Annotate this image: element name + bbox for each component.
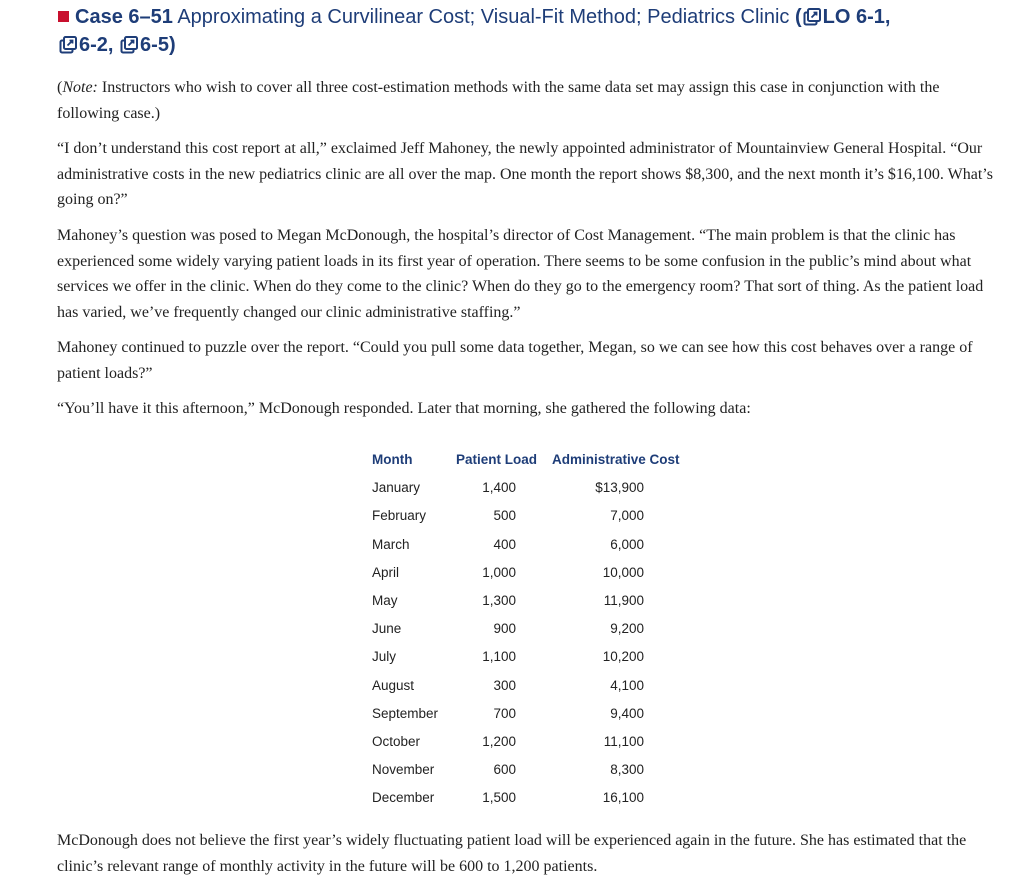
administrative-cost-cell: 7,000 xyxy=(610,508,644,524)
month-cell: September xyxy=(372,705,439,721)
external-link-icon[interactable] xyxy=(803,6,821,24)
patient-load-cell: 1,200 xyxy=(482,733,516,749)
lo-open-paren: ( xyxy=(794,6,802,28)
month-cell: November xyxy=(372,762,435,778)
month-cell: February xyxy=(372,508,427,524)
case-header xyxy=(58,3,998,59)
note-paragraph xyxy=(57,75,1002,126)
month-cell: August xyxy=(372,677,415,693)
administrative-cost-cell: 16,100 xyxy=(602,790,644,806)
patient-load-cell: 600 xyxy=(493,762,516,778)
administrative-cost-cell: 10,000 xyxy=(602,564,644,580)
paragraph-3: Mahoney continued to puzzle over the report. “Could you pull some data together, Megan, so we can see how this cost behaves over a range of patient loads?” xyxy=(57,339,973,382)
patient-load-cell: 1,100 xyxy=(482,649,516,665)
administrative-cost-cell: 9,200 xyxy=(610,621,644,637)
month-cell: October xyxy=(372,733,421,749)
administrative-cost-cell: 4,100 xyxy=(610,677,644,693)
patient-load-cell: 1,400 xyxy=(482,480,516,496)
lo-link-2[interactable]: 6-2, xyxy=(79,34,114,56)
administrative-cost-cell: 11,100 xyxy=(603,733,644,749)
case-label: Case 6–51 xyxy=(75,6,173,28)
paragraph-2: Mahoney’s question was posed to Megan McDonough, the hospital’s director of Cost Management. “The main problem is that the clinic has experienced some widely varying patient loads in its first year of operation. There seems to be some confusion in the public’s mind about what services we offer in the clinic. When do they come to the clinic? When do they go to the emergency room? That sort of thing. As the patient load has varied, we’ve frequently changed our clinic administrative staffing.” xyxy=(57,227,984,321)
administrative-cost-cell: $13,900 xyxy=(595,480,644,496)
patient-load-cell: 1,300 xyxy=(482,592,516,608)
patient-load-cell: 300 xyxy=(493,677,516,693)
external-link-icon[interactable] xyxy=(59,34,77,52)
administrative-cost-cell: 8,300 xyxy=(610,762,644,778)
month-cell: May xyxy=(372,592,398,608)
patient-load-cell: 1,500 xyxy=(482,790,516,806)
month-cell: December xyxy=(372,790,435,806)
administrative-cost-cell: 6,000 xyxy=(610,536,644,552)
patient-load-cell: 1,000 xyxy=(482,564,516,580)
header-month: Month xyxy=(372,452,413,467)
case-title: Approximating a Curvilinear Cost; Visual-Fit Method; Pediatrics Clinic xyxy=(177,6,790,28)
administrative-cost-cell: 11,900 xyxy=(603,592,644,608)
administrative-cost-cell: 10,200 xyxy=(602,649,644,665)
month-cell: July xyxy=(372,649,397,665)
month-cell: April xyxy=(372,564,400,580)
patient-load-cell: 700 xyxy=(493,705,516,721)
administrative-cost-cell: 9,400 xyxy=(610,705,644,721)
lo-link-1[interactable]: LO 6-1, xyxy=(822,6,891,28)
note-open-paren: ( xyxy=(57,79,63,96)
month-cell: January xyxy=(372,480,421,496)
case-marker-square xyxy=(58,11,69,22)
paragraph-5: McDonough does not believe the first year’s widely fluctuating patient load will be experienced again in the future. She has estimated that the clinic’s relevant range of monthly activity in the future will be 600 to 1,200 patients. xyxy=(57,832,967,875)
patient-load-cell: 900 xyxy=(493,621,516,637)
patient-load-cell: 500 xyxy=(493,508,516,524)
lo-link-3[interactable]: 6-5) xyxy=(140,34,176,56)
patient-load-cell: 400 xyxy=(493,536,516,552)
month-cell: March xyxy=(372,536,410,552)
header-patient-load: Patient Load xyxy=(456,452,538,467)
note-label: Note: xyxy=(62,79,98,96)
paragraph-1: “I don’t understand this cost report at all,” exclaimed Jeff Mahoney, the newly appointed administrator of Mountainview General Hospital. “Our administrative costs in the new pediatrics clinic are all over the map. One month the report shows $8,300, and the next month it’s $16,100. What’s going on?” xyxy=(57,140,993,208)
note-text: Instructors who wish to cover all three cost-estimation methods with the same data set may assign this case in conjunction with the following case.) xyxy=(57,79,940,122)
header-administrative-cost: Administrative Cost xyxy=(552,452,680,467)
external-link-icon[interactable] xyxy=(120,34,138,52)
month-cell: June xyxy=(372,621,402,637)
paragraph-4: “You’ll have it this afternoon,” McDonough responded. Later that morning, she gathered the following data: xyxy=(57,400,751,417)
